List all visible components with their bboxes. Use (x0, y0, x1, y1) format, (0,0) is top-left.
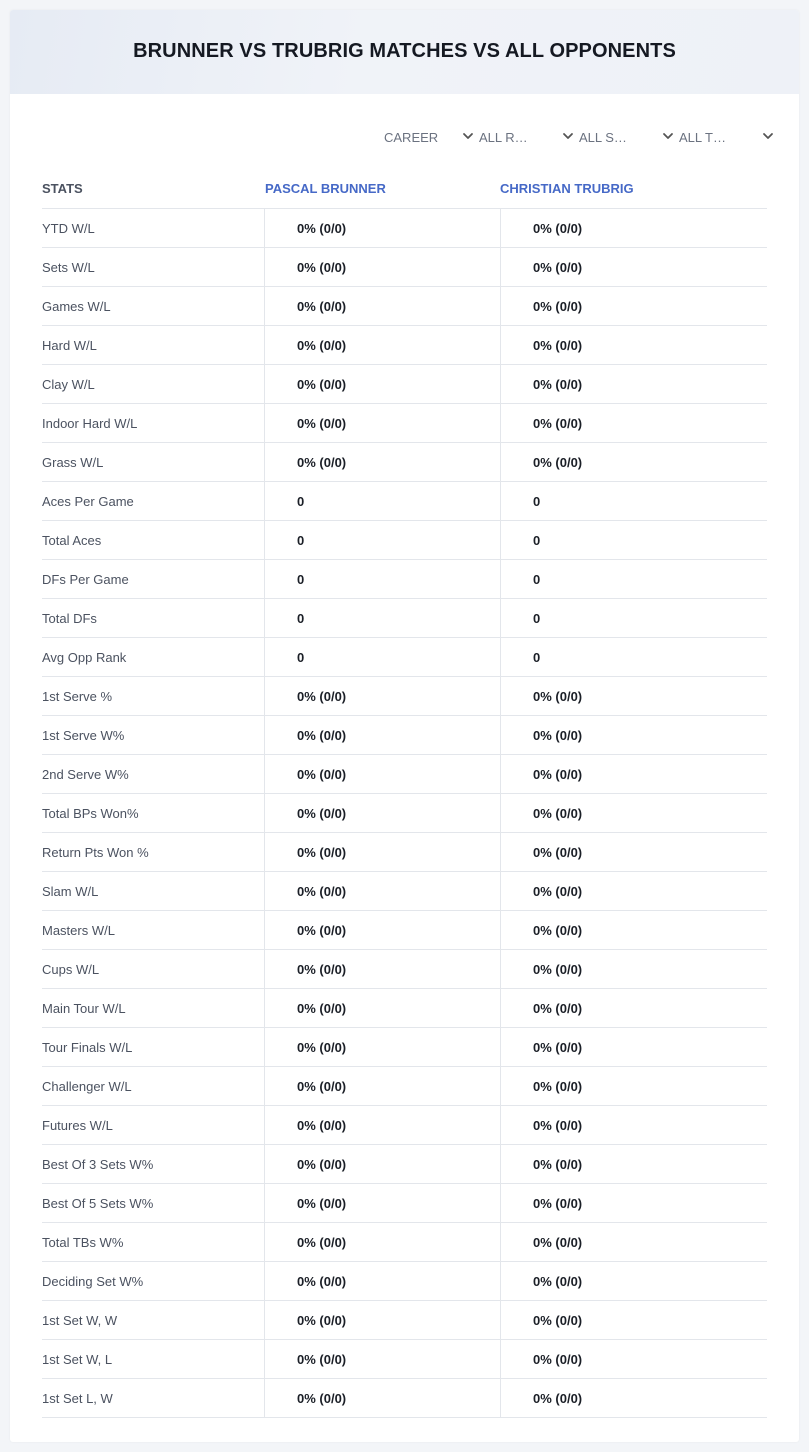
player1-stat-value: 0% (0/0) (264, 1262, 500, 1300)
stats-table (42, 169, 767, 1418)
player2-stat-value: 0% (0/0) (500, 365, 767, 403)
player1-stat-value: 0% (0/0) (264, 1301, 500, 1339)
table-row (42, 1028, 767, 1067)
table-row (42, 1184, 767, 1223)
player1-stat-value: 0% (0/0) (264, 1028, 500, 1066)
player1-stat-value: 0% (0/0) (264, 326, 500, 364)
player1-stat-value: 0% (0/0) (264, 287, 500, 325)
stat-label: Return Pts Won % (42, 845, 149, 860)
table-row (42, 1145, 767, 1184)
table-row (42, 1106, 767, 1145)
player2-stat-value: 0% (0/0) (500, 1106, 767, 1144)
player2-stat-value: 0% (0/0) (500, 1301, 767, 1339)
stat-label: Hard W/L (42, 338, 97, 353)
table-row (42, 599, 767, 638)
filter-tournaments-select[interactable] (679, 126, 774, 148)
stat-label: 1st Set L, W (42, 1391, 113, 1406)
stat-label: Challenger W/L (42, 1079, 132, 1094)
filter-period-select[interactable] (384, 126, 474, 148)
stats-column-header: STATS (42, 181, 83, 196)
table-row (42, 1379, 767, 1418)
player2-stat-value: 0% (0/0) (500, 950, 767, 988)
table-row (42, 404, 767, 443)
player2-stat-value: 0% (0/0) (500, 1028, 767, 1066)
filter-rounds-select[interactable] (479, 126, 574, 148)
stat-label: Grass W/L (42, 455, 104, 470)
stat-label: Aces Per Game (42, 494, 134, 509)
player2-stat-value: 0% (0/0) (500, 1340, 767, 1378)
page-title: BRUNNER VS TRUBRIG MATCHES VS ALL OPPONENTS (133, 39, 676, 62)
player1-stat-value: 0 (264, 560, 500, 598)
player2-stat-value: 0 (500, 482, 767, 520)
player2-stat-value: 0% (0/0) (500, 326, 767, 364)
player2-stat-value: 0% (0/0) (500, 677, 767, 715)
stats-card (10, 10, 799, 1442)
table-row (42, 287, 767, 326)
stat-label: Best Of 3 Sets W% (42, 1157, 154, 1172)
filter-period-label: CAREER (384, 129, 439, 145)
table-row (42, 677, 767, 716)
card-header (10, 10, 799, 94)
player2-stat-value: 0% (0/0) (500, 794, 767, 832)
player1-stat-value: 0% (0/0) (264, 1340, 500, 1378)
player1-stat-value: 0% (0/0) (264, 443, 500, 481)
table-row (42, 209, 767, 248)
table-row (42, 560, 767, 599)
stat-label: YTD W/L (42, 221, 95, 236)
player2-stat-value: 0% (0/0) (500, 716, 767, 754)
player2-stat-value: 0% (0/0) (500, 1184, 767, 1222)
player1-stat-value: 0% (0/0) (264, 989, 500, 1027)
table-row (42, 833, 767, 872)
chevron-down-icon (562, 130, 574, 142)
table-row (42, 950, 767, 989)
table-row (42, 911, 767, 950)
table-header (42, 169, 767, 209)
player1-stat-value: 0% (0/0) (264, 209, 500, 247)
player2-stat-value: 0 (500, 599, 767, 637)
stat-label: Slam W/L (42, 884, 99, 899)
player2-stat-value: 0% (0/0) (500, 911, 767, 949)
stat-label: Total TBs W% (42, 1235, 124, 1250)
stat-label: Clay W/L (42, 377, 95, 392)
table-row (42, 1067, 767, 1106)
player1-stat-value: 0% (0/0) (264, 716, 500, 754)
table-row (42, 1340, 767, 1379)
table-row (42, 1223, 767, 1262)
stat-label: Total DFs (42, 611, 97, 626)
table-row (42, 716, 767, 755)
filter-surfaces-select[interactable] (579, 126, 674, 148)
player2-stat-value: 0 (500, 638, 767, 676)
table-row (42, 1262, 767, 1301)
player1-stat-value: 0% (0/0) (264, 1145, 500, 1183)
stat-label: Main Tour W/L (42, 1001, 126, 1016)
player1-stat-value: 0% (0/0) (264, 1067, 500, 1105)
player1-stat-value: 0% (0/0) (264, 755, 500, 793)
player2-stat-value: 0% (0/0) (500, 209, 767, 247)
player1-stat-value: 0% (0/0) (264, 404, 500, 442)
stat-label: 1st Set W, W (42, 1313, 118, 1328)
table-row (42, 638, 767, 677)
player2-stat-value: 0% (0/0) (500, 989, 767, 1027)
player2-stat-value: 0% (0/0) (500, 248, 767, 286)
player1-stat-value: 0 (264, 521, 500, 559)
stat-label: Best Of 5 Sets W% (42, 1196, 154, 1211)
player1-stat-value: 0 (264, 638, 500, 676)
player2-stat-value: 0% (0/0) (500, 1067, 767, 1105)
stat-label: 1st Serve W% (42, 728, 125, 743)
stat-label: 2nd Serve W% (42, 767, 129, 782)
table-row (42, 755, 767, 794)
player2-stat-value: 0 (500, 560, 767, 598)
player1-column-header[interactable]: PASCAL BRUNNER (265, 181, 386, 196)
table-row (42, 443, 767, 482)
player1-stat-value: 0% (0/0) (264, 1106, 500, 1144)
chevron-down-icon (762, 130, 774, 142)
player2-stat-value: 0 (500, 521, 767, 559)
stat-label: Sets W/L (42, 260, 95, 275)
player1-stat-value: 0% (0/0) (264, 1379, 500, 1417)
player2-stat-value: 0% (0/0) (500, 443, 767, 481)
player1-stat-value: 0 (264, 482, 500, 520)
chevron-down-icon (462, 130, 474, 142)
player1-stat-value: 0% (0/0) (264, 677, 500, 715)
player1-stat-value: 0% (0/0) (264, 1184, 500, 1222)
stat-label: 1st Serve % (42, 689, 113, 704)
stat-label: Indoor Hard W/L (42, 416, 138, 431)
table-row (42, 248, 767, 287)
player1-stat-value: 0% (0/0) (264, 794, 500, 832)
player2-stat-value: 0% (0/0) (500, 1223, 767, 1261)
stat-label: Masters W/L (42, 923, 115, 938)
table-row (42, 1301, 767, 1340)
stat-label: Games W/L (42, 299, 111, 314)
stat-label: Total Aces (42, 533, 102, 548)
player2-stat-value: 0% (0/0) (500, 1145, 767, 1183)
stat-label: Deciding Set W% (42, 1274, 144, 1289)
player2-stat-value: 0% (0/0) (500, 1262, 767, 1300)
table-row (42, 521, 767, 560)
table-row (42, 794, 767, 833)
stat-label: Futures W/L (42, 1118, 113, 1133)
player2-stat-value: 0% (0/0) (500, 872, 767, 910)
player1-stat-value: 0% (0/0) (264, 950, 500, 988)
table-row (42, 326, 767, 365)
player1-stat-value: 0% (0/0) (264, 833, 500, 871)
player2-stat-value: 0% (0/0) (500, 287, 767, 325)
stat-label: DFs Per Game (42, 572, 129, 587)
player1-stat-value: 0 (264, 599, 500, 637)
player2-stat-value: 0% (0/0) (500, 404, 767, 442)
filter-rounds-label: ALL R… (479, 129, 528, 145)
table-row (42, 872, 767, 911)
player1-stat-value: 0% (0/0) (264, 365, 500, 403)
player1-stat-value: 0% (0/0) (264, 911, 500, 949)
player1-stat-value: 0% (0/0) (264, 248, 500, 286)
player1-stat-value: 0% (0/0) (264, 1223, 500, 1261)
table-row (42, 365, 767, 404)
filter-tournaments-label: ALL T… (679, 129, 726, 145)
player2-stat-value: 0% (0/0) (500, 1379, 767, 1417)
filter-surfaces-label: ALL S… (579, 129, 627, 145)
stat-label: Avg Opp Rank (42, 650, 127, 665)
table-row (42, 482, 767, 521)
player2-stat-value: 0% (0/0) (500, 833, 767, 871)
player1-stat-value: 0% (0/0) (264, 872, 500, 910)
player2-column-header[interactable]: CHRISTIAN TRUBRIG (500, 181, 634, 196)
table-row (42, 989, 767, 1028)
stat-label: Cups W/L (42, 962, 100, 977)
stat-label: 1st Set W, L (42, 1352, 113, 1367)
table-body (42, 209, 767, 1418)
filter-bar (380, 126, 770, 148)
stat-label: Tour Finals W/L (42, 1040, 133, 1055)
chevron-down-icon (662, 130, 674, 142)
stat-label: Total BPs Won% (42, 806, 139, 821)
player2-stat-value: 0% (0/0) (500, 755, 767, 793)
